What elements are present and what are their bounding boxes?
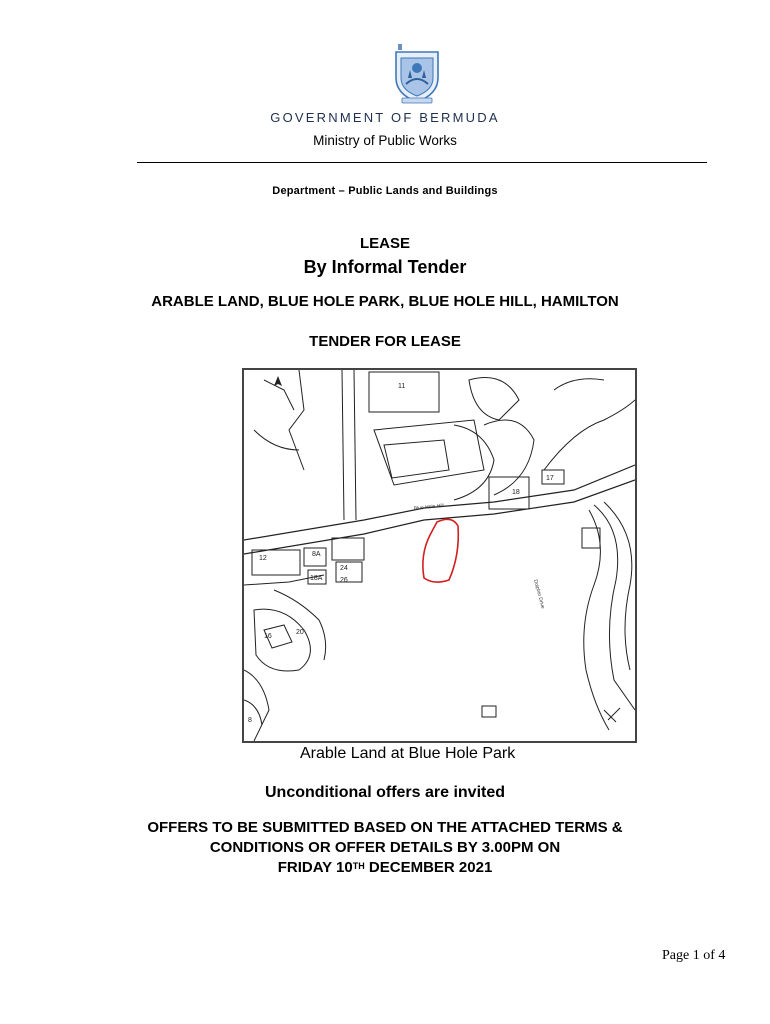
deadline-day: FRIDAY 10 [277, 859, 353, 876]
deadline-month-year: DECEMBER 2021 [364, 859, 493, 876]
north-arrow-icon [274, 376, 282, 386]
property-heading: ARABLE LAND, BLUE HOLE PARK, BLUE HOLE HILL, HAMILTON [151, 293, 619, 310]
offers-line-3 [0, 858, 770, 878]
lot-label-20: 20 [296, 629, 304, 636]
offers-line-1: OFFERS TO BE SUBMITTED BASED ON THE ATTACHED TERMS & [147, 819, 623, 836]
site-outline [423, 519, 458, 582]
government-name: GOVERNMENT OF BERMUDA [270, 110, 500, 125]
site-map [242, 368, 637, 743]
offers-line-2: CONDITIONS OR OFFER DETAILS BY 3.00PM ON [209, 839, 561, 856]
lot-label-17: 17 [546, 475, 554, 482]
document-title: By Informal Tender [303, 257, 467, 277]
ministry-name: Ministry of Public Works [313, 133, 457, 148]
lot-label-18a: 18A [310, 575, 323, 582]
bermuda-crest-logo [392, 44, 442, 106]
lot-label-26: 26 [340, 577, 348, 584]
lot-label-16: 16 [264, 633, 272, 640]
header-divider [137, 162, 707, 163]
document-type: LEASE [359, 235, 410, 252]
lot-label-12: 12 [259, 555, 267, 562]
submission-instructions [0, 818, 770, 878]
lot-label-8: 8 [248, 717, 252, 724]
lot-label-18: 18 [512, 489, 520, 496]
department-name: Department – Public Lands and Buildings [272, 185, 498, 197]
road-label-dolphin-drive: Dolphin Drive [532, 578, 546, 610]
page-number: Page 1 of 4 [662, 948, 726, 963]
lot-label-24: 24 [340, 565, 348, 572]
tender-heading: TENDER FOR LEASE [309, 333, 461, 350]
road-label-blue-hole-hill: Blue Hole Hill [413, 502, 445, 512]
lot-label-11: 11 [398, 383, 406, 390]
map-caption: Arable Land at Blue Hole Park [300, 745, 516, 762]
invitation-text: Unconditional offers are invited [264, 784, 506, 801]
deadline-ordinal: TH [352, 861, 365, 871]
lot-label-8a: 8A [312, 551, 321, 558]
